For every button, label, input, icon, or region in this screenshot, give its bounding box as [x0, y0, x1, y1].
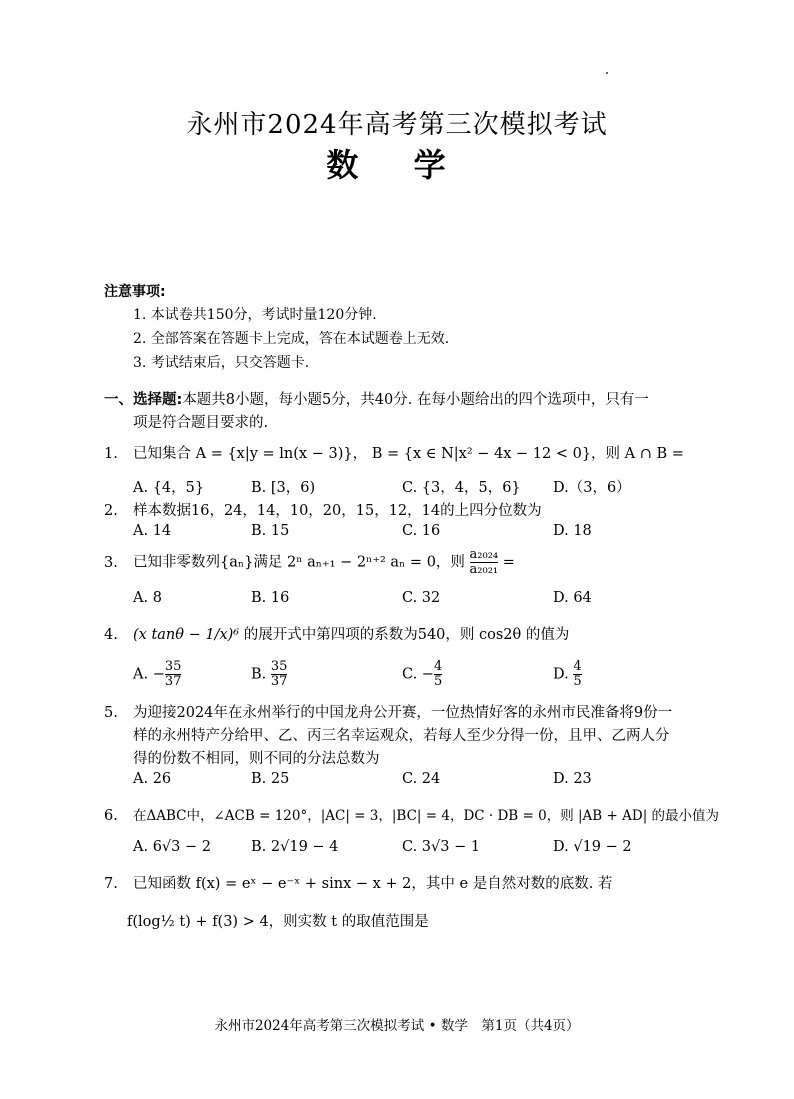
- q6-option-c[interactable]: C. 3√3 − 1: [402, 839, 481, 855]
- question-7: [104, 872, 704, 893]
- page-footer: 永州市2024年高考第三次模拟考试 • 数学 第1页（共4页）: [214, 1018, 580, 1034]
- question-4: [104, 623, 704, 644]
- section-label: 一、选择题:: [104, 392, 183, 408]
- fraction-numerator: 35: [270, 659, 288, 674]
- ratio-fraction: [470, 548, 499, 577]
- q5-option-b[interactable]: B. 25: [251, 771, 290, 787]
- q3-option-c[interactable]: C. 32: [402, 590, 441, 606]
- q4-option-c[interactable]: [402, 660, 442, 689]
- q1-option-b[interactable]: B. [3，6): [251, 480, 316, 496]
- option-label: C.: [402, 666, 418, 683]
- q1-option-a[interactable]: A. {4，5}: [133, 480, 205, 496]
- subject-title: 数 学: [326, 146, 468, 184]
- fraction-denominator: 5: [573, 674, 582, 689]
- q5-option-c[interactable]: C. 24: [402, 771, 441, 787]
- q4-option-d[interactable]: [553, 660, 582, 689]
- q1-option-d[interactable]: D.（3，6）: [553, 480, 631, 496]
- question-number: 1.: [104, 446, 118, 462]
- question-number: 3.: [104, 554, 118, 571]
- fraction-denominator: a₂₀₂₁: [469, 562, 499, 577]
- q6-option-b[interactable]: B. 2√19 − 4: [251, 839, 339, 855]
- option-fraction: [573, 660, 581, 689]
- fraction-denominator: 5: [433, 674, 443, 689]
- q3-option-a[interactable]: A. 8: [133, 590, 162, 606]
- scan-dot: [606, 72, 608, 74]
- question-number: 6.: [104, 808, 118, 824]
- q2-option-b[interactable]: B. 15: [251, 523, 290, 539]
- equals-sign: =: [502, 554, 515, 571]
- option-sign: −: [421, 666, 434, 683]
- fraction-numerator: 4: [433, 659, 443, 674]
- section-instructions-line2: 项是符合题目要求的.: [133, 415, 269, 431]
- option-label: B.: [251, 666, 267, 683]
- question-text: 样本数据16，24，14，10，20，15，12，14的上四分位数为: [133, 503, 542, 519]
- q6-option-a[interactable]: A. 6√3 − 2: [133, 839, 211, 855]
- q6-option-d[interactable]: D. √19 − 2: [553, 839, 632, 855]
- question-5: [104, 701, 704, 722]
- question-number: 5.: [104, 705, 118, 721]
- question-3: [104, 548, 704, 577]
- question-text: 的展开式中第四项的系数为540，则 cos2θ 的值为: [243, 627, 570, 643]
- option-fraction: [271, 660, 288, 689]
- question-number: 2.: [104, 503, 118, 519]
- q3-option-b[interactable]: B. 16: [251, 590, 290, 606]
- q2-option-d[interactable]: D. 18: [553, 523, 592, 539]
- question-6: [104, 804, 744, 824]
- binomial-expression: (x tanθ − 1/x)⁶: [133, 627, 240, 643]
- q4-option-b[interactable]: [251, 660, 287, 689]
- q2-option-c[interactable]: C. 16: [402, 523, 441, 539]
- question-1: [104, 442, 704, 463]
- note-item-2: 2. 全部答案在答题卡上完成，答在本试题卷上无效.: [133, 331, 450, 347]
- notes-heading: 注意事项:: [104, 284, 166, 300]
- fraction-numerator: a₂₀₂₄: [469, 547, 499, 562]
- question-7-line2: f(log½ t) + f(3) > 4，则实数 t 的取值范围是: [127, 914, 429, 930]
- note-item-3: 3. 考试结束后，只交答题卡.: [133, 355, 310, 371]
- fraction-denominator: 37: [270, 674, 288, 689]
- q5-option-d[interactable]: D. 23: [553, 771, 592, 787]
- fraction-denominator: 37: [164, 674, 182, 689]
- question-2: [104, 499, 704, 520]
- option-fraction: [165, 660, 182, 689]
- q3-option-d[interactable]: D. 64: [553, 590, 592, 606]
- exam-title: 永州市2024年高考第三次模拟考试: [186, 110, 608, 140]
- q1-option-c[interactable]: C. {3，4，5，6}: [402, 480, 521, 496]
- question-number: 7.: [104, 876, 118, 892]
- question-number: 4.: [104, 627, 118, 643]
- fraction-numerator: 4: [573, 659, 582, 674]
- question-5-line3: 得的份数不相同，则不同的分法总数为: [133, 751, 380, 767]
- question-text: 已知集合 A = {x|y = ln(x − 3)}， B = {x ∈ N|x² − 4x − 12 < 0}，则 A ∩ B =: [133, 446, 684, 462]
- option-label: A.: [133, 666, 149, 683]
- option-fraction: [434, 660, 442, 689]
- section-instructions-line1: 本题共8小题，每小题5分，共40分. 在每小题给出的四个选项中，只有一: [182, 392, 649, 408]
- question-text-line1: 为迎接2024年在永州举行的中国龙舟公开赛，一位热情好客的永州市民准备将9份一: [133, 705, 673, 721]
- q5-option-a[interactable]: A. 26: [133, 771, 172, 787]
- note-item-1: 1. 本试卷共150分，考试时量120分钟.: [133, 307, 377, 323]
- question-text: 已知非零数列{aₙ}满足 2ⁿ aₙ₊₁ − 2ⁿ⁺² aₙ = 0，则: [133, 554, 465, 571]
- question-text-line1: 已知函数 f(x) = eˣ − e⁻ˣ + sinx − x + 2，其中 e 是自然对数的底数. 若: [133, 876, 613, 892]
- section-choice-heading: [104, 389, 704, 435]
- q2-option-a[interactable]: A. 14: [133, 523, 172, 539]
- option-sign: −: [152, 666, 165, 683]
- q4-option-a[interactable]: [133, 660, 181, 689]
- question-5-line2: 样的永州特产分给甲、乙、丙三名幸运观众，若每人至少分得一份，且甲、乙两人分: [133, 728, 670, 744]
- option-label: D.: [553, 666, 569, 683]
- fraction-numerator: 35: [164, 659, 182, 674]
- question-text: 在ΔABC中，∠ACB = 120°，|AC| = 3，|BC| = 4，DC · DB = 0，则 |AB + AD| 的最小值为: [133, 808, 720, 824]
